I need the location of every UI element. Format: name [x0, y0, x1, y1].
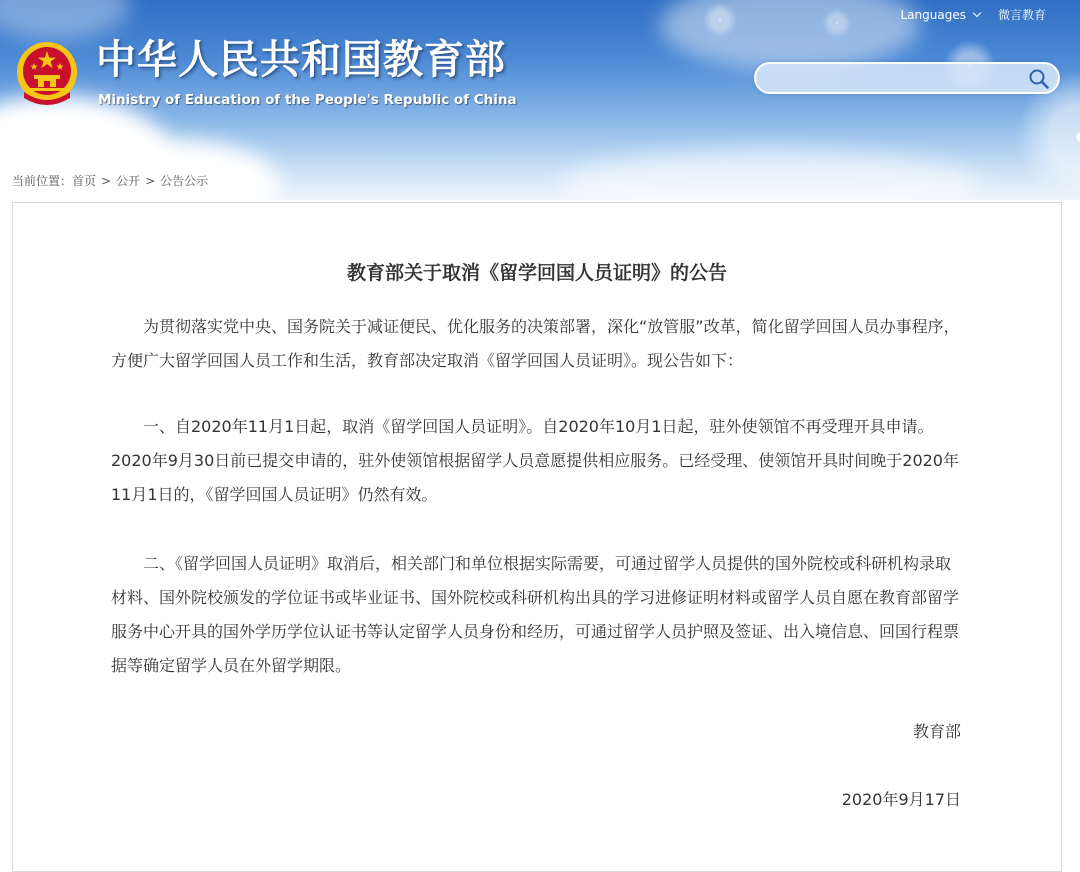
breadcrumb-home[interactable]: 首页 — [72, 174, 97, 188]
article-paragraph-intro: 为贯彻落实党中央、国务院关于减证便民、优化服务的决策部署，深化“放管服”改革，简化留学回国人员办事程序，方便广大留学回国人员工作和生活，教育部决定取消《留学回国人员证明》。现公告如下： — [111, 317, 960, 370]
breadcrumb-label: 当前位置： — [12, 174, 73, 188]
breadcrumb — [12, 172, 208, 189]
article-container — [12, 202, 1062, 872]
languages-label: Languages — [900, 7, 966, 22]
site-title[interactable]: 中华人民共和国教育部 — [96, 37, 506, 83]
dandelion-decoration — [700, 0, 740, 40]
breadcrumb-announcements[interactable]: 公告公示 — [160, 174, 209, 188]
chevron-down-icon — [973, 8, 981, 16]
article-date: 2020年9月17日 — [841, 790, 961, 809]
article-title: 教育部关于取消《留学回国人员证明》的公告 — [346, 262, 727, 284]
dandelion-decoration — [820, 6, 854, 40]
article-paragraph-1: 一、自2020年11月1日起，取消《留学回国人员证明》。自2020年10月1日起，驻外使领馆不再受理开具申请。2020年9月30日前已提交申请的，驻外使领馆根据留学人员意愿提供相应服务。已经受理、使领馆开具时间晚于2020年11月1日的，《留学回国人员证明》仍然有效。 — [111, 417, 959, 504]
breadcrumb-public[interactable]: 公开 — [116, 174, 141, 188]
header-cloud — [560, 150, 980, 200]
national-emblem-icon[interactable] — [14, 40, 80, 108]
article-paragraph-2: 二、《留学回国人员证明》取消后，相关部门和单位根据实际需要，可通过留学人员提供的国外院校或科研机构录取材料、国外院校颁发的学位证书或毕业证书、国外院校或科研机构出具的学习进修证明材料或留学人员自愿在教育部留学服务中心开具的国外学历学位认证书等认定留学人员身份和经历，可通过留学人员护照及签证、出入境信息、回国行程票据等确定留学人员在外留学期限。 — [111, 554, 960, 675]
search-input[interactable] — [770, 68, 1024, 90]
languages-menu[interactable] — [901, 8, 980, 22]
header-cloud — [660, 0, 920, 70]
site-subtitle: Ministry of Education of the People's Republic of China — [98, 92, 517, 108]
breadcrumb-separator: > — [145, 173, 156, 188]
site-header — [0, 0, 1080, 200]
top-links — [901, 6, 1047, 23]
search-icon[interactable] — [1028, 68, 1050, 90]
search-box — [754, 62, 1060, 94]
article-signature: 教育部 — [912, 722, 961, 741]
weiyan-link[interactable]: 微言教育 — [997, 8, 1046, 22]
header-cloud — [0, 0, 130, 40]
breadcrumb-separator: > — [101, 173, 112, 188]
